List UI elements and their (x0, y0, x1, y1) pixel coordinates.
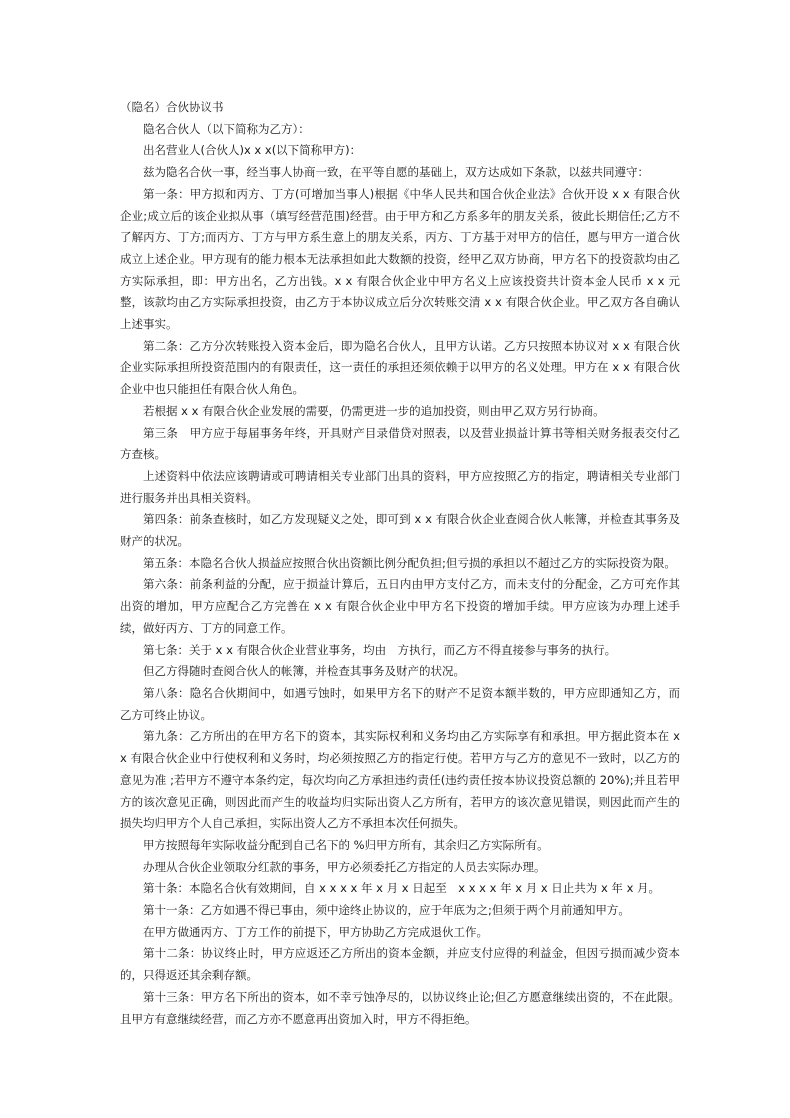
paragraph: 若根据 x x 有限合伙企业发展的需要，仍需更进一步的追加投资，则由甲乙双方另行协商。 (143, 403, 605, 418)
paragraph: 隐名合伙人（以下简称为乙方）： (143, 121, 310, 136)
paragraph: 甲方按照每年实际收益分配到自己名下的 %归甲方所有，其余归乙方实际所有。 (143, 837, 549, 852)
clause-13: 第十三条：甲方名下所出的资本，如不幸亏蚀净尽的，以协议终止论;但乙方愿意继续出资的，不在此限。且甲方有意继续经营，而乙方亦不愿意再出资加入时，甲方不得拒绝。 (120, 989, 680, 1026)
paragraph: 上述资料中依法应该聘请或可聘请相关专业部门出具的资料，甲方应按照乙方的指定，聘请相关专业部门进行服务并出具相关资料。 (120, 468, 680, 505)
paragraph: 兹为隐名合伙一事，经当事人协商一致，在平等自愿的基础上，双方达成如下条款，以兹共同遵守： (143, 165, 649, 180)
clause-11: 第十一条：乙方如遇不得已事由，须中途终止协议的，应于年底为之;但须于两个月前通知甲方。 (143, 903, 630, 918)
paragraph: 出名营业人(合伙人)x x x(以下简称甲方)： (143, 143, 362, 158)
clause-9: 第九条：乙方所出的在甲方名下的资本，其实际权利和义务均由乙方实际享有和承担。甲方据此资本在 x x 有限合伙企业中行使权利和义务时，均必须按照乙方的指定行使。若甲方与乙方的意见不一致时，以乙方的意见为准 ;若甲方不遵守本条约定，每次均向乙方承担违约责任(违约责任按本协议投资总额的 20%);并且若甲方的该次意见正确，则因此而产生的收益均归实际出资人乙方所有，若甲方的该次意见错误，则因此而产生的损失均归甲方个人自己承担，实际出资人乙方不承担本次任何损失。 (120, 729, 680, 831)
clause-7: 第七条：关于 x x 有限合伙企业营业事务，均由 方执行，而乙方不得直接参与事务的执行。 (143, 642, 617, 657)
clause-1: 第一条：甲方拟和丙方、丁方(可增加当事人)根据《中华人民共和国合伙企业法》合伙开设 x x 有限合伙企业;成立后的该企业拟从事（填写经营范围)经营。由于甲方和乙方系多年的朋友关系，彼此长期信任;乙方不了解丙方、丁方;而丙方、丁方与甲方系生意上的朋友关系，丙方、丁方基于对甲方的信任，愿与甲方一道合伙成立上述企业。甲方现有的能力根本无法承担如此大数额的投资，经甲乙双方协商，甲方名下的投资款均由乙方实际承担，即：甲方出名，乙方出钱。x x 有限合伙企业中甲方名义上应该投资共计资本金人民币 x x 元整，该款均由乙方实际承担投资，由乙方于本协议成立后分次转账交清 x x 有限合伙企业。甲乙双方各自确认上述事实。 (120, 186, 680, 332)
document-body (120, 97, 680, 1030)
paragraph: 在甲方做通丙方、丁方工作的前提下，甲方协助乙方完成退伙工作。 (143, 924, 488, 939)
clause-10: 第十条：本隐名合伙有效期间，自 x x x x 年 x 月 x 日起至 x x x x 年 x 月 x 日止共为 x 年 x 月。 (143, 881, 661, 896)
clause-2: 第二条：乙方分次转账投入资本金后，即为隐名合伙人，且甲方认诺。乙方只按照本协议对 x x 有限合伙企业实际承担所投资范围内的有限责任，这一责任的承担还须依赖于以甲方的名义处理。甲方在 x x 有限合伙企业中也只能担任有限合伙人角色。 (120, 338, 680, 397)
paragraph: 办理从合伙企业领取分红款的事务，甲方必须委托乙方指定的人员去实际办理。 (143, 859, 546, 874)
clause-3: 第三条 甲方应于每届事务年终，开具财产目录借贷对照表，以及营业损益计算书等相关财务报表交付乙方查核。 (120, 425, 680, 462)
clause-4: 第四条：前条查核时，如乙方发现疑义之处，即可到 x x 有限合伙企业查阅合伙人帐簿，并检查其事务及财产的状况。 (120, 512, 680, 549)
clause-5: 第五条：本隐名合伙人损益应按照合伙出资额比例分配负担;但亏损的承担以不超过乙方的实际投资为限。 (143, 555, 676, 570)
document-title: （隐名）合伙协议书 (120, 100, 224, 114)
clause-8: 第八条：隐名合伙期间中，如遇亏蚀时，如果甲方名下的财产不足资本额半数的，甲方应即通知乙方，而乙方可终止协议。 (120, 685, 680, 722)
paragraph: 但乙方得随时查阅合伙人的帐簿，并检查其事务及财产的状况。 (143, 664, 465, 679)
clause-6: 第六条：前条利益的分配，应于损益计算后，五日内由甲方支付乙方，而未支付的分配金，乙方可充作其出资的增加，甲方应配合乙方完善在 x x 有限合伙企业中甲方名下投资的增加手续。甲方应该为办理上述手续，做好丙方、丁方的同意工作。 (120, 577, 680, 635)
clause-12: 第十二条：协议终止时，甲方应返还乙方所出的资本金额，并应支付应得的利益金，但因亏损而减少资本的，只得返还其余剩存额。 (120, 946, 680, 983)
